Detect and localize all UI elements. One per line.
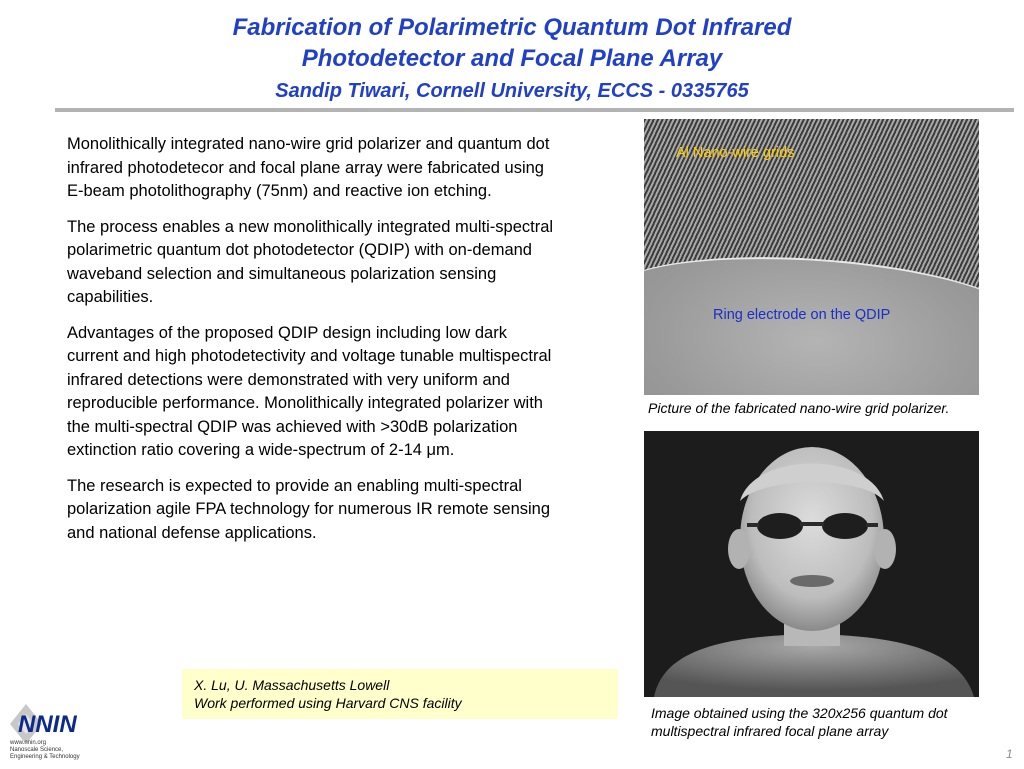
figure-2-caption: Image obtained using the 320x256 quantum dot multispectral infrared focal plane array [651, 705, 948, 739]
credit-line-1: X. Lu, U. Massachusetts Lowell [194, 677, 390, 693]
page-number: 1 [1006, 747, 1013, 761]
credit-box [182, 669, 618, 719]
title-line-2: Photodetector and Focal Plane Array [301, 45, 723, 72]
nanowire-grid-label: Al Nano-wire grids [676, 145, 795, 161]
slide-title [0, 12, 1024, 74]
figure-1-caption: Picture of the fabricated nano-wire grid polarizer. [648, 400, 950, 416]
paragraph-2: The process enables a new monolithically integrated multi-spectral polarimetric quantum dot photodetector (QDIP) with on-demand waveband selection and simultaneous polarization sensing capabilities. [67, 217, 554, 306]
ring-electrode-label: Ring electrode on the QDIP [713, 307, 891, 323]
body-text [67, 133, 562, 557]
logo-tagline-2: Engineering & Technology [10, 754, 80, 760]
nnin-logo [4, 702, 119, 764]
title-divider [55, 108, 1014, 112]
infrared-face-image [644, 431, 979, 697]
logo-tagline-1: Nanoscale Science, [10, 747, 64, 753]
infrared-portrait [644, 431, 979, 697]
paragraph-4: The research is expected to provide an enabling multi-spectral polarization agile FPA technology for numerous IR remote sensing and national defense applications. [67, 476, 551, 542]
logo-url: www.nnin.org [10, 740, 47, 746]
nnin-logo-graphic [4, 702, 119, 764]
credit-line-2: Work performed using Harvard CNS facility [194, 695, 462, 711]
title-line-1: Fabrication of Polarimetric Quantum Dot Infrared [232, 14, 792, 41]
logo-wordmark: NNIN [18, 711, 77, 738]
paragraph-1: Monolithically integrated nano-wire grid polarizer and quantum dot infrared photodetecor and focal plane array were fabricated using E-beam photolithography (75nm) and reactive ion etching. [67, 135, 550, 200]
slide-subtitle: Sandip Tiwari, Cornell University, ECCS - 0335765 [275, 80, 749, 102]
paragraph-3: Advantages of the proposed QDIP design including low dark current and high photodetectivity and voltage tunable multispectral infrared detections were demonstrated with very uniform and reproducible performance. Monolithically integrated polarizer with the multi-spectral QDIP was achieved with >30dB polarization extinction ratio covering a wide-spectrum of 2-14 μm. [67, 323, 552, 459]
